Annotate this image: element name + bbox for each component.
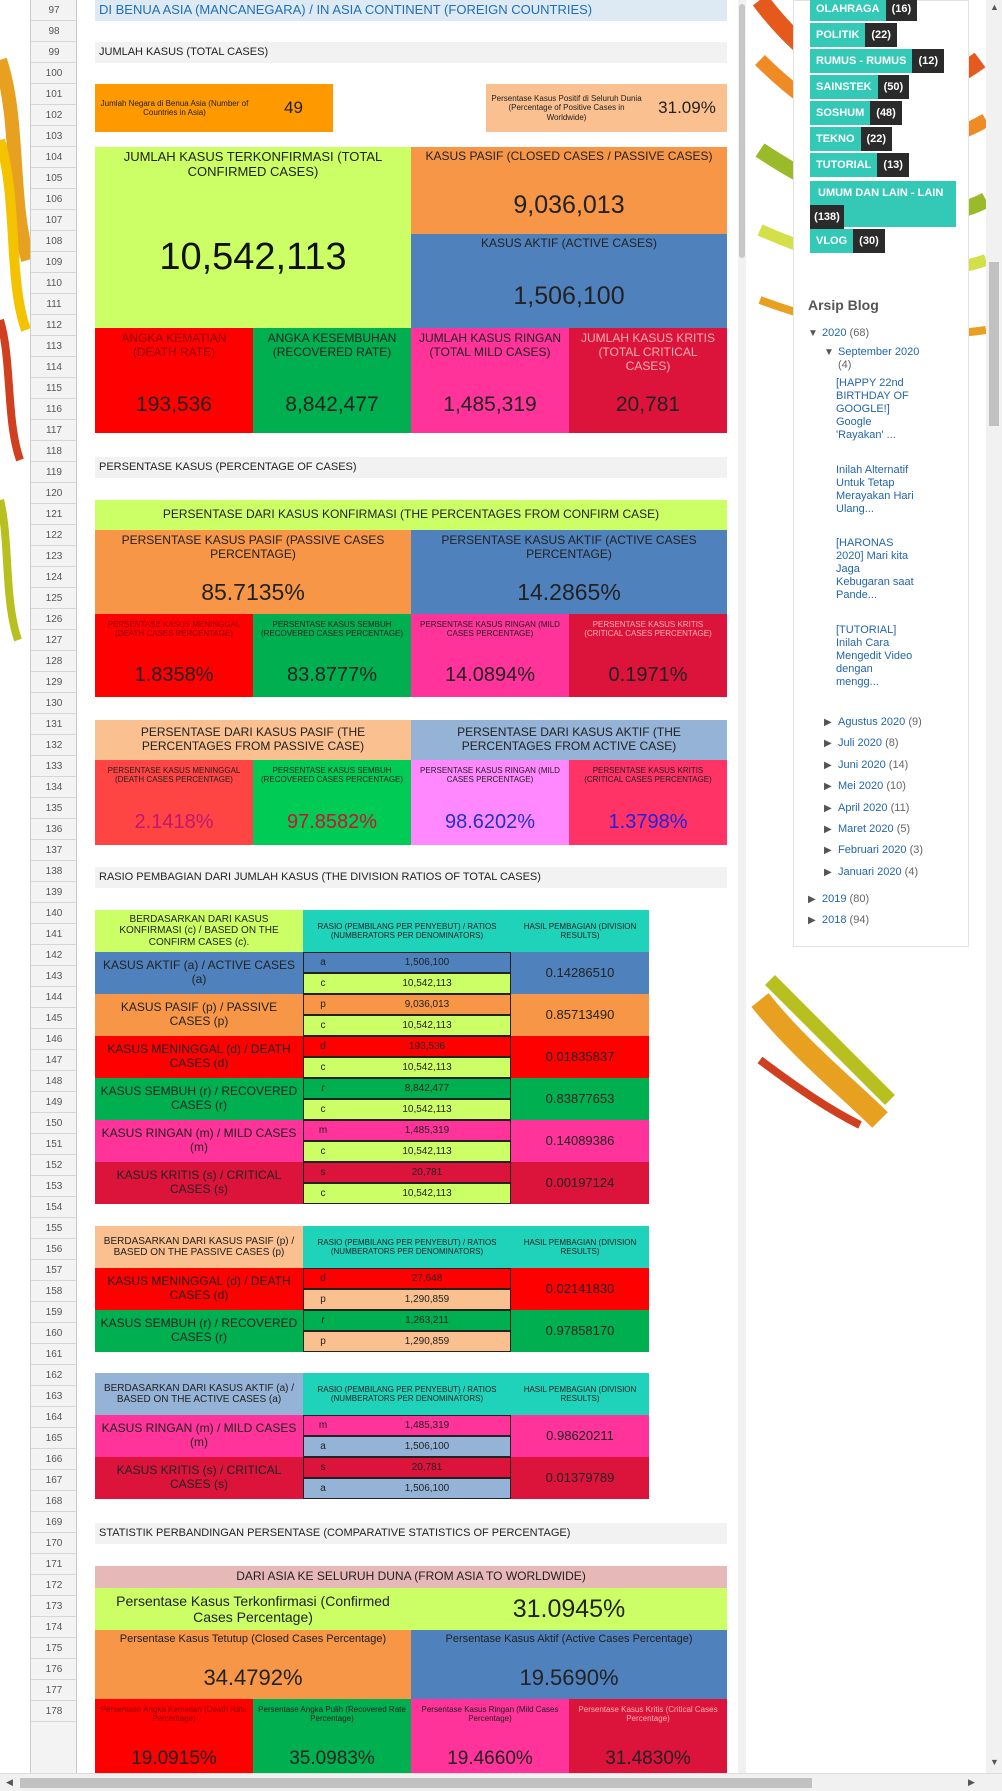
- pct-recovered-value: 83.8777%: [253, 654, 411, 697]
- ratio-row-label: KASUS SEMBUH (r) / RECOVERED CASES (r): [95, 1078, 303, 1120]
- label-name[interactable]: VLOG: [810, 229, 853, 253]
- row-number: 163: [31, 1386, 77, 1407]
- division-result: 0.14089386: [511, 1120, 649, 1162]
- row-number: 99: [31, 42, 77, 63]
- ratio-row-label: KASUS SEMBUH (r) / RECOVERED CASES (r): [95, 1310, 303, 1352]
- row-number: 157: [31, 1260, 77, 1281]
- row-number: 165: [31, 1428, 77, 1449]
- ratio-row-label: KASUS RINGAN (m) / MILD CASES (m): [95, 1120, 303, 1162]
- label-name[interactable]: UMUM DAN LAIN - LAIN: [810, 181, 956, 205]
- denominator-letter: c: [320, 1019, 326, 1031]
- row-number: 122: [31, 525, 77, 546]
- denominator-value: 10,542,113: [402, 977, 452, 989]
- total-cases-section-title: JUMLAH KASUS (TOTAL CASES): [95, 42, 727, 63]
- sheet-vertical-scrollbar[interactable]: [738, 0, 746, 1775]
- cmp-active-value: 19.5690%: [411, 1656, 727, 1699]
- archive-year[interactable]: ▶ 2018 (94): [808, 914, 870, 926]
- row-number: 173: [31, 1596, 77, 1617]
- division-result: 0.97858170: [511, 1310, 649, 1352]
- denominator-value: 10,542,113: [402, 1061, 452, 1073]
- asia-title: DI BENUA ASIA (MANCANEGARA) / IN ASIA CONTINENT (FOREIGN COUNTRIES): [95, 0, 727, 21]
- archive-post-link[interactable]: [HARONAS 2020] Mari kita Jaga Kebugaran saat Pande...: [836, 537, 914, 601]
- ratio-row-label: KASUS PASIF (p) / PASSIVE CASES (p): [95, 994, 303, 1036]
- countries-label: Jumlah Negara di Benua Asia (Number of Countries in Asia): [95, 84, 254, 132]
- archive-post-link[interactable]: [TUTORIAL] Inilah Cara Mengedit Video dengan mengg...: [836, 624, 913, 688]
- countries-value: 49: [254, 84, 333, 132]
- archive-year[interactable]: ▶ 2019 (80): [808, 893, 870, 905]
- fp-recovered-value: 97.8582%: [253, 800, 411, 845]
- collapse-triangle-icon[interactable]: ▼: [824, 347, 834, 358]
- pct-mild-value: 14.0894%: [411, 654, 569, 697]
- label-count: (22): [865, 23, 897, 47]
- positive-pct-value: 31.09%: [647, 84, 727, 132]
- archive-month[interactable]: ▶ Januari 2020 (4): [824, 865, 919, 878]
- mild-value: 1,485,319: [411, 378, 569, 433]
- row-number: 136: [31, 819, 77, 840]
- ratio-basis-label: BERDASARKAN DARI KASUS KONFIRMASI (c) / BASED ON THE CONFIRM CASES (c).: [95, 910, 303, 952]
- row-number: 115: [31, 378, 77, 399]
- cmp-death-label: Persentase Angka Kematian (Death Rate Percentage): [95, 1699, 253, 1739]
- confirmed-value: 10,542,113: [95, 187, 411, 328]
- pct-critical-label: PERSENTASE KASUS KRITIS (CRITICAL CASES PERCENTAGE): [569, 614, 727, 654]
- row-number: 104: [31, 147, 77, 168]
- fp-death-value: 2.1418%: [95, 800, 253, 845]
- numerator-value: 193,536: [408, 1040, 446, 1052]
- active-label: KASUS AKTIF (ACTIVE CASES): [411, 234, 727, 264]
- ratio-column-header: RASIO (PEMBILANG PER PENYEBUT) / RATIOS (NUMBERATORS PER DENOMINATORS): [303, 910, 511, 952]
- row-number: 143: [31, 966, 77, 987]
- denominator-value: 10,542,113: [402, 1019, 452, 1031]
- label-name[interactable]: SAINSTEK: [810, 75, 878, 99]
- row-number: 172: [31, 1575, 77, 1596]
- archive-post-link[interactable]: Inilah Alternatif Untuk Tetap Merayakan Hari Ulang...: [836, 464, 914, 515]
- pct-active-label: PERSENTASE KASUS AKTIF (ACTIVE CASES PERCENTAGE): [411, 530, 727, 570]
- label-count: (22): [861, 127, 893, 151]
- cmp-confirmed-value: 31.0945%: [411, 1588, 727, 1630]
- row-number: 178: [31, 1701, 77, 1722]
- division-result: 0.02141830: [511, 1268, 649, 1310]
- row-number: 147: [31, 1050, 77, 1071]
- row-number: 110: [31, 273, 77, 294]
- row-number: 123: [31, 546, 77, 567]
- row-number: 150: [31, 1113, 77, 1134]
- row-number: 124: [31, 567, 77, 588]
- row-number: 176: [31, 1659, 77, 1680]
- numerator-letter: a: [320, 956, 326, 968]
- archive-month[interactable]: ▶ Februari 2020 (3): [824, 844, 924, 857]
- ratio-row-label: KASUS MENINGGAL (d) / DEATH CASES (d): [95, 1036, 303, 1078]
- numerator-value: 1,485,319: [404, 1124, 450, 1136]
- pct-confirm-header: PERSENTASE DARI KASUS KONFIRMASI (THE PERCENTAGES FROM CONFIRM CASE): [95, 500, 727, 530]
- row-number: 139: [31, 882, 77, 903]
- sheet-scroll-thumb[interactable]: [739, 4, 745, 258]
- numerator-value: 20,781: [411, 1166, 443, 1178]
- row-number: 171: [31, 1554, 77, 1575]
- cmp-confirmed-label: Persentase Kasus Terkonfirmasi (Confirmed Cases Percentage): [95, 1588, 411, 1630]
- mild-label: JUMLAH KASUS RINGAN (TOTAL MILD CASES): [411, 328, 569, 378]
- label-link[interactable]: [810, 181, 956, 227]
- ratio-row-label: KASUS MENINGGAL (d) / DEATH CASES (d): [95, 1268, 303, 1310]
- archive-month[interactable]: ▶ Juni 2020 (14): [824, 758, 909, 771]
- numerator-letter: d: [320, 1040, 326, 1052]
- fa-mild-value: 98.6202%: [411, 800, 569, 845]
- page-vertical-scrollbar[interactable]: [986, 0, 1002, 1773]
- cmp-recovered-label: Persentase Angka Pulih (Recovered Rate Percentage): [253, 1699, 411, 1739]
- numerator-value: 20,781: [411, 1461, 443, 1473]
- division-result: 0.83877653: [511, 1078, 649, 1120]
- label-link[interactable]: [810, 75, 909, 99]
- recovered-value: 8,842,477: [253, 378, 411, 433]
- from-active-header: PERSENTASE DARI KASUS AKTIF (THE PERCENTAGES FROM ACTIVE CASE): [411, 720, 727, 760]
- death-value: 193,536: [95, 378, 253, 433]
- row-number: 98: [31, 21, 77, 42]
- archive-month[interactable]: ▶ Juli 2020 (8): [824, 737, 899, 750]
- label-link[interactable]: [810, 153, 909, 177]
- label-link[interactable]: [810, 49, 944, 73]
- positive-pct-label: Persentase Kasus Positif di Seluruh Dunia (Percentage of Positive Cases in Worldwide): [486, 84, 647, 132]
- fp-death-label: PERSENTASE KASUS MENINGGAL (DEATH CASES PERCENTAGE): [95, 760, 253, 800]
- ratio-row-label: KASUS KRITIS (s) / CRITICAL CASES (s): [95, 1162, 303, 1204]
- spreadsheet-embed[interactable]: [30, 0, 746, 1775]
- row-number: 152: [31, 1155, 77, 1176]
- row-number: 135: [31, 798, 77, 819]
- row-number: 108: [31, 231, 77, 252]
- row-number: 177: [31, 1680, 77, 1701]
- scroll-right-arrow-icon[interactable]: ▶: [968, 1777, 975, 1787]
- label-count: (12): [912, 49, 944, 73]
- row-number: 156: [31, 1239, 77, 1260]
- row-number: 141: [31, 924, 77, 945]
- expand-triangle-icon[interactable]: ▶: [808, 915, 816, 926]
- row-number: 170: [31, 1533, 77, 1554]
- ratio-row-label: KASUS RINGAN (m) / MILD CASES (m): [95, 1415, 303, 1457]
- denominator-letter: p: [320, 1293, 326, 1305]
- expand-triangle-icon[interactable]: ▶: [824, 866, 832, 878]
- numerator-value: 1,485,319: [404, 1419, 450, 1431]
- denominator-letter: c: [320, 1187, 326, 1199]
- horizontal-scroll-thumb[interactable]: [20, 1778, 812, 1788]
- numerator-letter: r: [321, 1314, 325, 1326]
- label-count: (50): [878, 75, 910, 99]
- row-number: 117: [31, 420, 77, 441]
- row-number: 119: [31, 462, 77, 483]
- expand-triangle-icon[interactable]: ▶: [824, 824, 832, 835]
- fa-critical-value: 1.3798%: [569, 800, 727, 845]
- row-number: 102: [31, 105, 77, 126]
- numerator-letter: r: [321, 1082, 325, 1094]
- denominator-value: 1,290,859: [404, 1293, 450, 1305]
- pct-passive-value: 85.7135%: [95, 570, 411, 614]
- denominator-letter: c: [320, 1145, 326, 1157]
- recovered-label: ANGKA KESEMBUHAN (RECOVERED RATE): [253, 328, 411, 378]
- cmp-closed-value: 34.4792%: [95, 1656, 411, 1699]
- row-number: 131: [31, 714, 77, 735]
- cmp-recovered-value: 35.0983%: [253, 1739, 411, 1775]
- pct-mild-label: PERSENTASE KASUS RINGAN (MILD CASES PERCENTAGE): [411, 614, 569, 654]
- row-number: 127: [31, 630, 77, 651]
- label-link[interactable]: [810, 0, 917, 21]
- denominator-value: 10,542,113: [402, 1103, 452, 1115]
- numerator-letter: p: [320, 998, 326, 1010]
- row-number: 121: [31, 504, 77, 525]
- row-number: 111: [31, 294, 77, 315]
- expand-triangle-icon[interactable]: ▶: [808, 894, 816, 905]
- denominator-letter: a: [320, 1482, 326, 1494]
- label-name[interactable]: RUMUS - RUMUS: [810, 49, 912, 73]
- row-number: 161: [31, 1344, 77, 1365]
- denominator-letter: p: [320, 1335, 326, 1347]
- row-number: 128: [31, 651, 77, 672]
- expand-triangle-icon[interactable]: ▶: [824, 738, 832, 750]
- passive-value: 9,036,013: [411, 177, 727, 234]
- row-number: 175: [31, 1638, 77, 1659]
- collapse-triangle-icon[interactable]: ▼: [808, 328, 818, 339]
- archive-month[interactable]: ▶ Maret 2020 (5): [824, 823, 911, 835]
- pct-recovered-label: PERSENTASE KASUS SEMBUH (RECOVERED CASES PERCENTAGE): [253, 614, 411, 654]
- row-number: 144: [31, 987, 77, 1008]
- row-number: 114: [31, 357, 77, 378]
- row-number: 132: [31, 735, 77, 756]
- death-label: ANGKA KEMATIAN (DEATH RATE): [95, 328, 253, 378]
- archive-month[interactable]: ▶ Mei 2020 (10): [824, 780, 906, 793]
- expand-triangle-icon[interactable]: ▶: [824, 802, 832, 814]
- row-number: 130: [31, 693, 77, 714]
- label-count: (16): [886, 0, 918, 21]
- label-name[interactable]: OLAHRAGA: [810, 0, 886, 21]
- page-scroll-thumb[interactable]: [989, 262, 999, 426]
- row-number: 153: [31, 1176, 77, 1197]
- scroll-down-arrow-icon[interactable]: ▼: [990, 1757, 999, 1767]
- september-count: (4): [838, 359, 852, 371]
- row-number: 116: [31, 399, 77, 420]
- row-number: 142: [31, 945, 77, 966]
- row-number: 126: [31, 609, 77, 630]
- row-number: 151: [31, 1134, 77, 1155]
- numerator-value: 9,036,013: [404, 998, 450, 1010]
- expand-triangle-icon[interactable]: ▶: [824, 717, 832, 728]
- row-number: 160: [31, 1323, 77, 1344]
- scroll-up-arrow-icon[interactable]: ▲: [990, 2, 999, 12]
- row-number: 155: [31, 1218, 77, 1239]
- label-link[interactable]: [810, 23, 897, 47]
- division-result: 0.85713490: [511, 994, 649, 1036]
- cmp-critical-label: Persentase Kasus Kritis (Critical Cases Percentage): [569, 1699, 727, 1739]
- label-count: (138): [810, 205, 844, 229]
- result-column-header: HASIL PEMBAGIAN (DIVISION RESULTS): [511, 1373, 649, 1415]
- denominator-value: 1,506,100: [404, 1440, 450, 1452]
- row-number: 154: [31, 1197, 77, 1218]
- horizontal-scrollbar[interactable]: [0, 1773, 1002, 1791]
- denominator-value: 10,542,113: [402, 1145, 452, 1157]
- ratio-basis-label: BERDASARKAN DARI KASUS PASIF (p) / BASED ON THE PASSIVE CASES (p): [95, 1226, 303, 1268]
- passive-label: KASUS PASIF (CLOSED CASES / PASSIVE CASES): [411, 147, 727, 177]
- archive-month[interactable]: ▶ Agustus 2020 (9): [824, 716, 922, 728]
- row-number-gutter: [31, 0, 77, 1775]
- division-result: 0.00197124: [511, 1162, 649, 1204]
- row-number: 138: [31, 861, 77, 882]
- row-number: 166: [31, 1449, 77, 1470]
- row-number: 174: [31, 1617, 77, 1638]
- row-number: 162: [31, 1365, 77, 1386]
- row-number: 146: [31, 1029, 77, 1050]
- cmp-mild-value: 19.4660%: [411, 1739, 569, 1775]
- pct-passive-label: PERSENTASE KASUS PASIF (PASSIVE CASES PERCENTAGE): [95, 530, 411, 570]
- archive-title: Arsip Blog: [808, 297, 879, 313]
- row-number: 97: [31, 0, 77, 21]
- label-count: (30): [853, 229, 885, 253]
- numerator-value: 8,842,477: [404, 1082, 450, 1094]
- ratio-row-label: KASUS AKTIF (a) / ACTIVE CASES (a): [95, 952, 303, 994]
- expand-triangle-icon[interactable]: ▶: [824, 759, 832, 771]
- ratio-basis-label: BERDASARKAN DARI KASUS AKTIF (a) / BASED ON THE ACTIVE CASES (a): [95, 1373, 303, 1415]
- numerator-letter: m: [318, 1124, 328, 1136]
- label-link[interactable]: [810, 101, 902, 125]
- division-result: 0.14286510: [511, 952, 649, 994]
- expand-triangle-icon[interactable]: ▶: [824, 781, 832, 793]
- confirmed-label: JUMLAH KASUS TERKONFIRMASI (TOTAL CONFIRMED CASES): [95, 147, 411, 187]
- row-number: 101: [31, 84, 77, 105]
- blog-sidebar: [793, 0, 969, 947]
- denominator-letter: c: [320, 1103, 326, 1115]
- denominator-letter: a: [320, 1440, 326, 1452]
- label-link[interactable]: [810, 127, 892, 151]
- label-name[interactable]: TEKNO: [810, 127, 861, 151]
- ratio-section-title: RASIO PEMBAGIAN DARI JUMLAH KASUS (THE DIVISION RATIOS OF TOTAL CASES): [95, 867, 727, 888]
- numerator-value: 1,506,100: [404, 956, 450, 968]
- row-number: 118: [31, 441, 77, 462]
- archive-month[interactable]: ▶ April 2020 (11): [824, 801, 910, 814]
- row-number: 103: [31, 126, 77, 147]
- row-number: 137: [31, 840, 77, 861]
- archive-year-2020[interactable]: ▼ 2020 (68): [808, 327, 870, 339]
- ratio-column-header: RASIO (PEMBILANG PER PENYEBUT) / RATIOS (NUMBERATORS PER DENOMINATORS): [303, 1226, 511, 1268]
- row-number: 134: [31, 777, 77, 798]
- pct-death-label: PERSENTASE KASUS MENINGGAL (DEATH CASES PERCENTAGE): [95, 614, 253, 654]
- numerator-letter: m: [318, 1419, 328, 1431]
- active-value: 1,506,100: [411, 264, 727, 328]
- row-number: 112: [31, 315, 77, 336]
- fp-recovered-label: PERSENTASE KASUS SEMBUH (RECOVERED CASES PERCENTAGE): [253, 760, 411, 800]
- row-number: 105: [31, 168, 77, 189]
- row-number: 158: [31, 1281, 77, 1302]
- division-result: 0.98620211: [511, 1415, 649, 1457]
- asia-world-header: DARI ASIA KE SELURUH DUNA (FROM ASIA TO WORLDWIDE): [95, 1566, 727, 1588]
- numerator-value: 1,263,211: [405, 1314, 449, 1326]
- row-number: 133: [31, 756, 77, 777]
- row-number: 125: [31, 588, 77, 609]
- row-number: 167: [31, 1470, 77, 1491]
- pct-active-value: 14.2865%: [411, 570, 727, 614]
- critical-label: JUMLAH KASUS KRITIS (TOTAL CRITICAL CASES): [569, 328, 727, 378]
- critical-value: 20,781: [569, 378, 727, 433]
- cmp-death-value: 19.0915%: [95, 1739, 253, 1775]
- row-number: 164: [31, 1407, 77, 1428]
- compare-section-title: STATISTIK PERBANDINGAN PERSENTASE (COMPARATIVE STATISTICS OF PERCENTAGE): [95, 1523, 727, 1544]
- result-column-header: HASIL PEMBAGIAN (DIVISION RESULTS): [511, 1226, 649, 1268]
- row-number: 140: [31, 903, 77, 924]
- expand-triangle-icon[interactable]: ▶: [824, 845, 832, 857]
- cmp-closed-label: Persentase Kasus Tetutup (Closed Cases Percentage): [95, 1630, 411, 1656]
- from-passive-header: PERSENTASE DARI KASUS PASIF (THE PERCENTAGES FROM PASSIVE CASE): [95, 720, 411, 760]
- label-count: (13): [877, 153, 909, 177]
- cmp-mild-label: Persentase Kasus Ringan (Mild Cases Percentage): [411, 1699, 569, 1739]
- row-number: 120: [31, 483, 77, 504]
- numerator-letter: s: [320, 1166, 326, 1178]
- numerator-letter: d: [320, 1272, 326, 1284]
- ratio-column-header: RASIO (PEMBILANG PER PENYEBUT) / RATIOS (NUMBERATORS PER DENOMINATORS): [303, 1373, 511, 1415]
- numerator-letter: s: [320, 1461, 326, 1473]
- numerator-value: 27,648: [411, 1272, 443, 1284]
- row-number: 113: [31, 336, 77, 357]
- result-column-header: HASIL PEMBAGIAN (DIVISION RESULTS): [511, 910, 649, 952]
- row-number: 100: [31, 63, 77, 84]
- row-number: 169: [31, 1512, 77, 1533]
- label-count: (48): [870, 101, 902, 125]
- label-name[interactable]: SOSHUM: [810, 101, 870, 125]
- scroll-left-arrow-icon[interactable]: ◀: [6, 1777, 13, 1787]
- row-number: 106: [31, 189, 77, 210]
- percentage-section-title: PERSENTASE KASUS (PERCENTAGE OF CASES): [95, 457, 727, 478]
- ratio-row-label: KASUS KRITIS (s) / CRITICAL CASES (s): [95, 1457, 303, 1499]
- row-number: 159: [31, 1302, 77, 1323]
- fa-critical-label: PERSENTASE KASUS KRITIS (CRITICAL CASES PERCENTAGE): [569, 760, 727, 800]
- cmp-critical-value: 31.4830%: [569, 1739, 727, 1775]
- row-number: 145: [31, 1008, 77, 1029]
- label-link[interactable]: [810, 229, 885, 253]
- denominator-value: 1,506,100: [404, 1482, 450, 1494]
- row-number: 149: [31, 1092, 77, 1113]
- denominator-letter: c: [320, 977, 326, 989]
- division-result: 0.01835837: [511, 1036, 649, 1078]
- pct-death-value: 1.8358%: [95, 654, 253, 697]
- denominator-value: 10,542,113: [402, 1187, 452, 1199]
- fa-mild-label: PERSENTASE KASUS RINGAN (MILD CASES PERCENTAGE): [411, 760, 569, 800]
- archive-post-link[interactable]: [HAPPY 22nd BIRTHDAY OF GOOGLE!] Google 'Rayakan' ...: [836, 377, 909, 441]
- archive-month-september[interactable]: ▼ September 2020: [824, 346, 920, 358]
- label-name[interactable]: TUTORIAL: [810, 153, 877, 177]
- denominator-value: 1,290,859: [404, 1335, 450, 1347]
- pct-critical-value: 0.1971%: [569, 654, 727, 697]
- denominator-letter: c: [320, 1061, 326, 1073]
- row-number: 107: [31, 210, 77, 231]
- division-result: 0.01379789: [511, 1457, 649, 1499]
- label-name[interactable]: POLITIK: [810, 23, 865, 47]
- row-number: 109: [31, 252, 77, 273]
- row-number: 129: [31, 672, 77, 693]
- cmp-active-label: Persentase Kasus Aktif (Active Cases Percentage): [411, 1630, 727, 1656]
- row-number: 168: [31, 1491, 77, 1512]
- row-number: 148: [31, 1071, 77, 1092]
